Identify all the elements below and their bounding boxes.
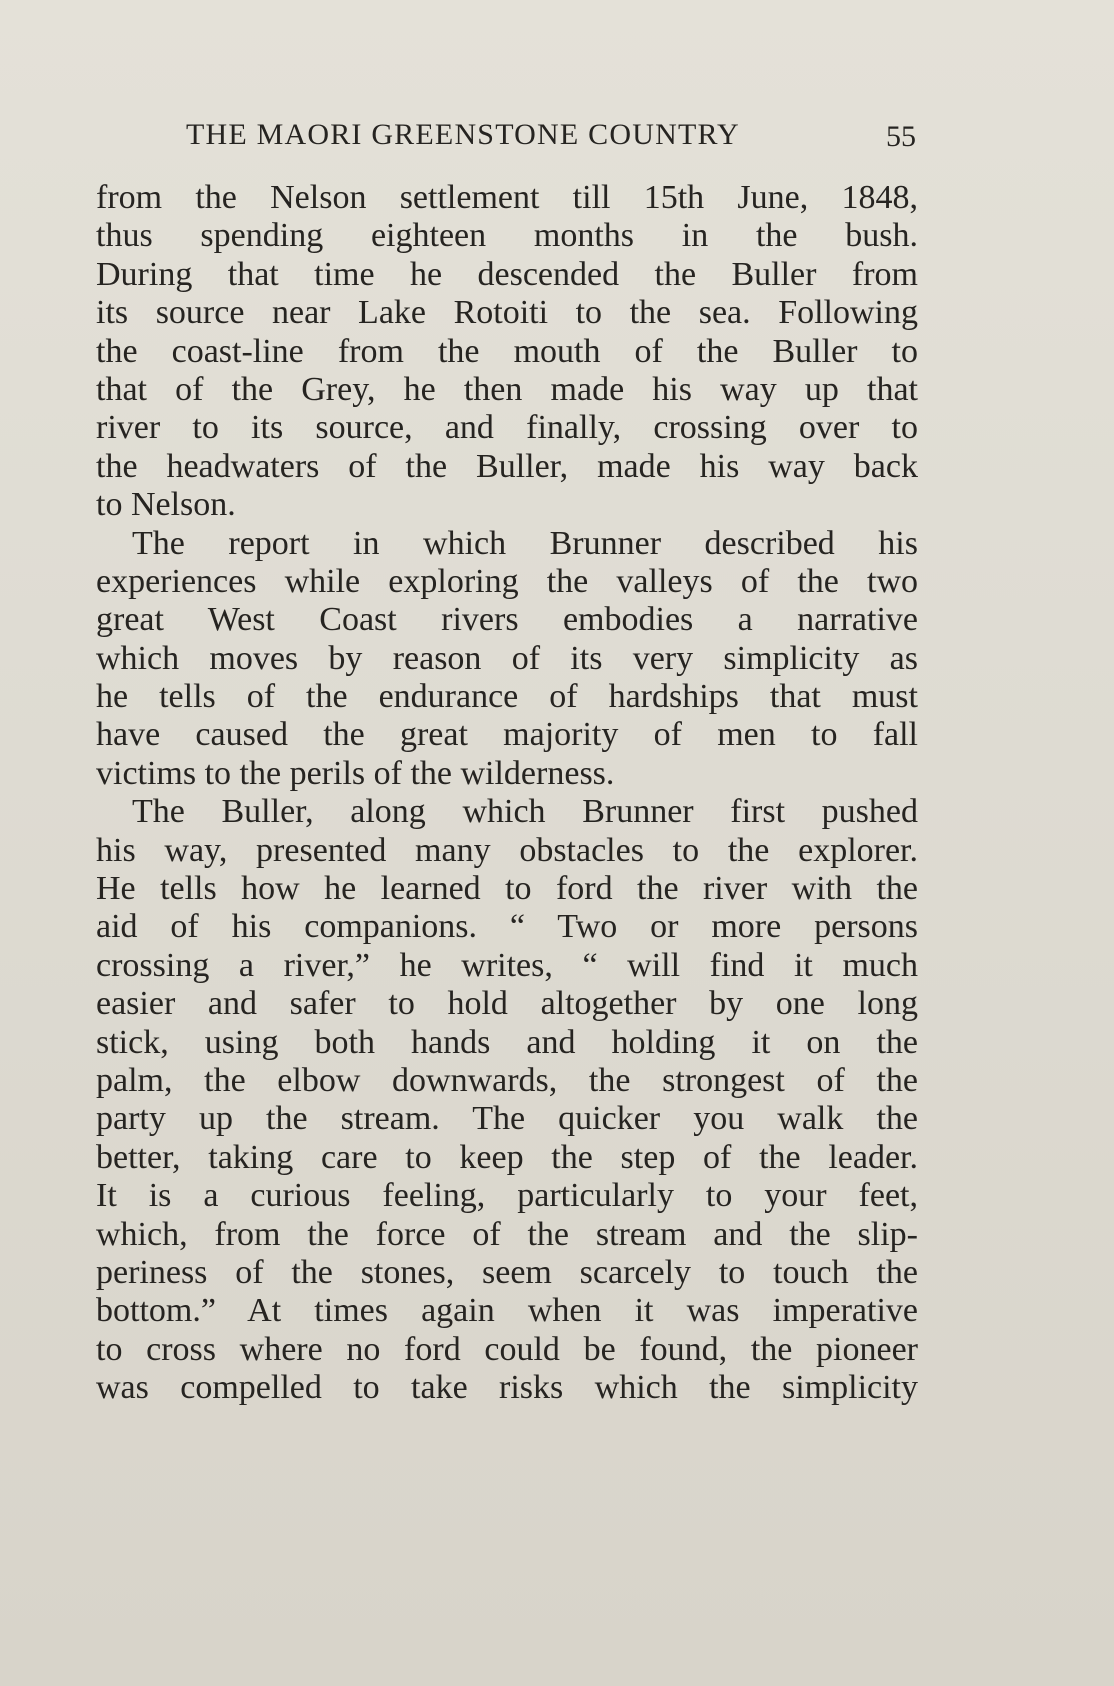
text-line: crossing a river,” he writes, “ will find it much bbox=[96, 946, 918, 984]
text-line: stick, using both hands and holding it on the bbox=[96, 1023, 918, 1061]
text-line: that of the Grey, he then made his way up that bbox=[96, 370, 918, 408]
text-line: from the Nelson settlement till 15th June, 1848, bbox=[96, 179, 918, 216]
text-line: better, taking care to keep the step of the leader. bbox=[96, 1138, 918, 1176]
text-line: experiences while exploring the valleys of the two bbox=[96, 562, 918, 600]
text-line: the coast-line from the mouth of the Buller to bbox=[96, 332, 918, 370]
text-line: aid of his companions. “ Two or more persons bbox=[96, 908, 918, 946]
text-line: great West Coast rivers embodies a narrative bbox=[96, 601, 918, 639]
page-number: 55 bbox=[886, 120, 916, 153]
paragraph-end-line: victims to the perils of the wilderness. bbox=[96, 754, 615, 792]
running-title: THE MAORI GREENSTONE COUNTRY bbox=[186, 118, 740, 151]
body-text bbox=[96, 179, 918, 1408]
text-line: periness of the stones, seem scarcely to touch the bbox=[96, 1253, 918, 1291]
text-line: palm, the elbow downwards, the strongest of the bbox=[96, 1061, 918, 1099]
text-line: its source near Lake Rotoiti to the sea. Following bbox=[96, 294, 918, 332]
text-line: was compelled to take risks which the simplicity bbox=[96, 1369, 918, 1407]
text-line: thus spending eighteen months in the bush. bbox=[96, 217, 918, 255]
text-line: He tells how he learned to ford the river with the bbox=[96, 870, 918, 908]
paragraph-first-line: The Buller, along which Brunner first pushed bbox=[132, 793, 918, 831]
text-line: It is a curious feeling, particularly to your feet, bbox=[96, 1177, 918, 1215]
text-line: the headwaters of the Buller, made his way back bbox=[96, 447, 918, 485]
text-line: he tells of the endurance of hardships that must bbox=[96, 678, 918, 716]
text-line: During that time he descended the Buller from bbox=[96, 255, 918, 293]
text-line: have caused the great majority of men to fall bbox=[96, 716, 918, 754]
paragraph-end-line: to Nelson. bbox=[96, 486, 236, 524]
text-line: which, from the force of the stream and the slip- bbox=[96, 1215, 918, 1253]
text-line: to cross where no ford could be found, the pioneer bbox=[96, 1330, 918, 1368]
paragraph-first-line: The report in which Brunner described his bbox=[132, 524, 918, 562]
text-line: easier and safer to hold altogether by one long bbox=[96, 985, 918, 1023]
text-line: which moves by reason of its very simplicity as bbox=[96, 639, 918, 677]
text-line: bottom.” At times again when it was imperative bbox=[96, 1292, 918, 1330]
text-line: party up the stream. The quicker you walk the bbox=[96, 1100, 918, 1138]
text-line: his way, presented many obstacles to the explorer. bbox=[96, 831, 918, 869]
running-head bbox=[186, 112, 916, 158]
text-line: river to its source, and finally, crossing over to bbox=[96, 409, 918, 447]
